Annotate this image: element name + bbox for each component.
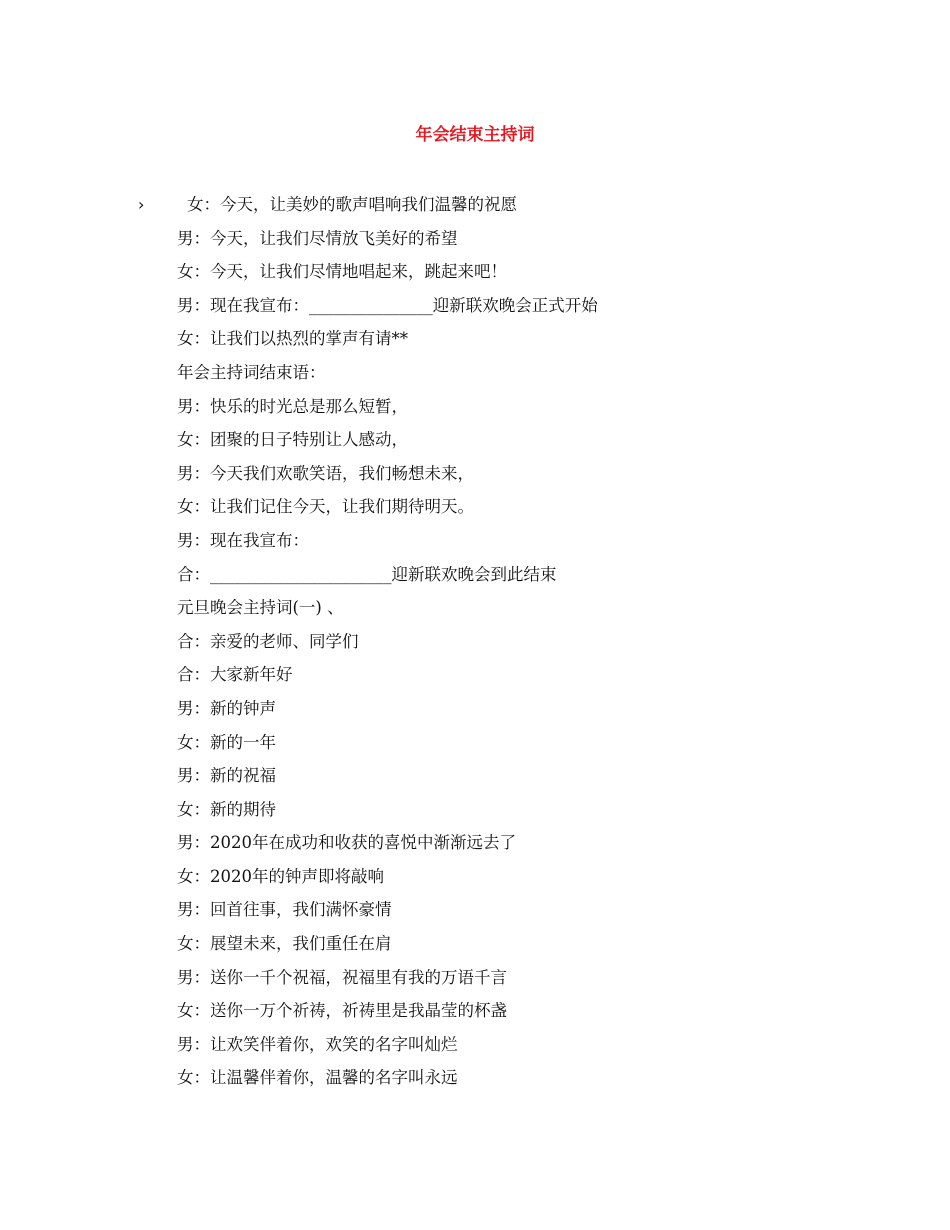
- script-line: 男：新的祝福: [177, 766, 276, 786]
- script-line: 女：今天，让美妙的歌声唱响我们温馨的祝愿: [187, 195, 517, 214]
- list-bullet-icon: ›: [138, 195, 145, 214]
- script-line: 女：让温馨伴着你，温馨的名字叫永远: [177, 1068, 458, 1088]
- script-line: 合：亲爱的老师、同学们: [177, 631, 359, 651]
- script-line: 男：现在我宣布：: [177, 530, 309, 550]
- script-line: 女：新的期待: [177, 799, 276, 819]
- script-line: 男：回首往事，我们满怀豪情: [177, 900, 392, 920]
- script-line: 合：______________________迎新联欢晚会到此结束: [177, 564, 557, 584]
- script-line: 男：今天我们欢歌笑语，我们畅想未来，: [177, 463, 474, 483]
- script-line: 合：大家新年好: [177, 665, 293, 685]
- script-lines: [177, 188, 877, 1095]
- script-line: 女：让我们记住今天，让我们期待明天。: [177, 497, 474, 517]
- script-line: 女：新的一年: [177, 732, 276, 752]
- script-line: 女：今天，让我们尽情地唱起来，跳起来吧！: [177, 262, 507, 282]
- section-heading: 元旦晚会主持词(一) 、: [177, 598, 344, 618]
- script-line: 男：今天，让我们尽情放飞美好的希望: [177, 228, 458, 248]
- script-line: 女：送你一万个祈祷，祈祷里是我晶莹的杯盏: [177, 1001, 507, 1021]
- script-line: 男：现在我宣布：_______________迎新联欢晚会正式开始: [177, 295, 598, 315]
- script-line: 男：送你一千个祝福，祝福里有我的万语千言: [177, 967, 507, 987]
- section-heading: 年会主持词结束语：: [177, 362, 326, 382]
- document-title: 年会结束主持词: [415, 125, 535, 145]
- script-line: 男：2020年在成功和收获的喜悦中渐渐远去了: [177, 833, 516, 853]
- script-line: 女：团聚的日子特别让人感动，: [177, 430, 408, 450]
- script-line: 女：让我们以热烈的掌声有请**: [177, 329, 408, 349]
- script-line: 女：2020年的钟声即将敲响: [177, 866, 384, 886]
- script-line: 男：新的钟声: [177, 698, 276, 718]
- script-line: 男：快乐的时光总是那么短暂，: [177, 396, 408, 416]
- script-line: 男：让欢笑伴着你，欢笑的名字叫灿烂: [177, 1034, 458, 1054]
- script-line: 女：展望未来，我们重任在肩: [177, 934, 392, 954]
